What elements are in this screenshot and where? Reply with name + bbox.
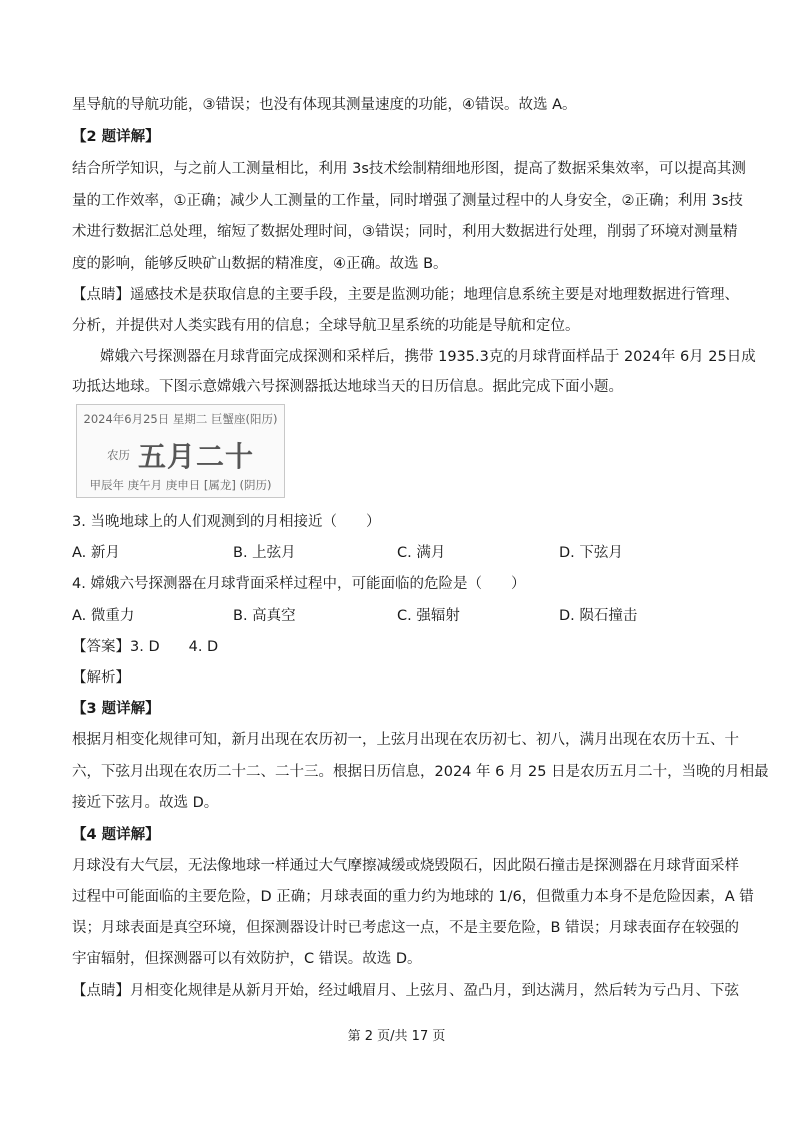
q3-option-c: C. 满月	[397, 545, 446, 561]
passage-intro: 嫦娥六号探测器在月球背面完成探测和采样后，携带 1935.3克的月球背面样品于 2024年 6月 25日成	[100, 349, 756, 365]
text-line: 误；月球表面是真空环境，但探测器设计时已考虑这一点，不是主要危险，B 错误；月球表面存在较强的	[72, 920, 740, 936]
calendar-lunar-day: 五月二十	[137, 440, 254, 473]
calendar-solar-date: 2024年6月25日 星期二 巨蟹座(阳历)	[83, 412, 278, 426]
text-line: 过程中可能面临的主要危险，D 正确；月球表面的重力约为地球的 1/6，但微重力本身不是危险因素，A 错	[72, 889, 754, 905]
calendar-image	[76, 404, 285, 498]
q4-option-b: B. 高真空	[233, 608, 296, 624]
text-line: 度的影响，能够反映矿山数据的精准度，④正确。故选 B。	[72, 256, 448, 272]
section-heading: 【3 题详解】	[72, 701, 160, 717]
q4-option-a: A. 微重力	[72, 608, 135, 624]
answer-line: 【答案】3. D 4. D	[72, 639, 219, 655]
text-line: 根据月相变化规律可知，新月出现在农历初一，上弦月出现在农历初七、初八，满月出现在农历十五、十	[72, 732, 739, 748]
calendar-nongli-label: 农历	[106, 448, 130, 462]
question-4: 4. 嫦娥六号探测器在月球背面采样过程中，可能面临的危险是（ ）	[72, 576, 526, 592]
q4-option-c: C. 强辐射	[397, 608, 460, 624]
text-line: 六，下弦月出现在农历二十二、二十三。根据日历信息，2024 年 6 月 25 日是农历五月二十，当晚的月相最	[72, 764, 769, 780]
text-line: 星导航的导航功能，③错误；也没有体现其测量速度的功能，④错误。故选 A。	[72, 97, 577, 113]
question-3: 3. 当晚地球上的人们观测到的月相接近（ ）	[72, 514, 381, 530]
text-line: 结合所学知识，与之前人工测量相比，利用 3s技术绘制精细地形图，提高了数据采集效率，可以提高其测	[72, 161, 746, 177]
text-line: 功抵达地球。下图示意嫦娥六号探测器抵达地球当天的日历信息。据此完成下面小题。	[72, 379, 623, 395]
calendar-lunar-date	[77, 435, 284, 475]
analysis-heading: 【解析】	[72, 670, 130, 686]
q3-option-b: B. 上弦月	[233, 545, 296, 561]
section-heading: 【4 题详解】	[72, 827, 160, 843]
text-line: 月球没有大气层，无法像地球一样通过大气摩擦减缓或烧毁陨石，因此陨石撞击是探测器在月球背面采样	[72, 858, 739, 874]
text-line: 接近下弦月。故选 D。	[72, 795, 219, 811]
text-line: 宇宙辐射，但探测器可以有效防护，C 错误。故选 D。	[72, 951, 422, 967]
text-line: 【点睛】月相变化规律是从新月开始，经过峨眉月、上弦月、盈凸月，到达满月，然后转为亏凸月、下弦	[72, 983, 739, 999]
page-footer: 第 2 页/共 17 页	[347, 1029, 446, 1044]
text-line: 术进行数据汇总处理，缩短了数据处理时间，③错误；同时，利用大数据进行处理，削弱了环境对测量精	[72, 224, 738, 240]
q3-option-a: A. 新月	[72, 545, 120, 561]
text-line: 【点睛】遥感技术是获取信息的主要手段，主要是监测功能；地理信息系统主要是对地理数据进行管理、	[72, 287, 739, 303]
q4-option-d: D. 陨石撞击	[559, 608, 638, 624]
section-heading: 【2 题详解】	[72, 129, 160, 145]
text-line: 分析，并提供对人类实践有用的信息；全球导航卫星系统的功能是导航和定位。	[72, 318, 580, 334]
text-line: 量的工作效率，①正确；减少人工测量的工作量，同时增强了测量过程中的人身安全，②正确；利用 3s技	[72, 193, 743, 209]
q3-option-d: D. 下弦月	[559, 545, 623, 561]
calendar-ganzhi: 甲辰年 庚午月 庚申日 [属龙] (阴历)	[89, 478, 272, 492]
